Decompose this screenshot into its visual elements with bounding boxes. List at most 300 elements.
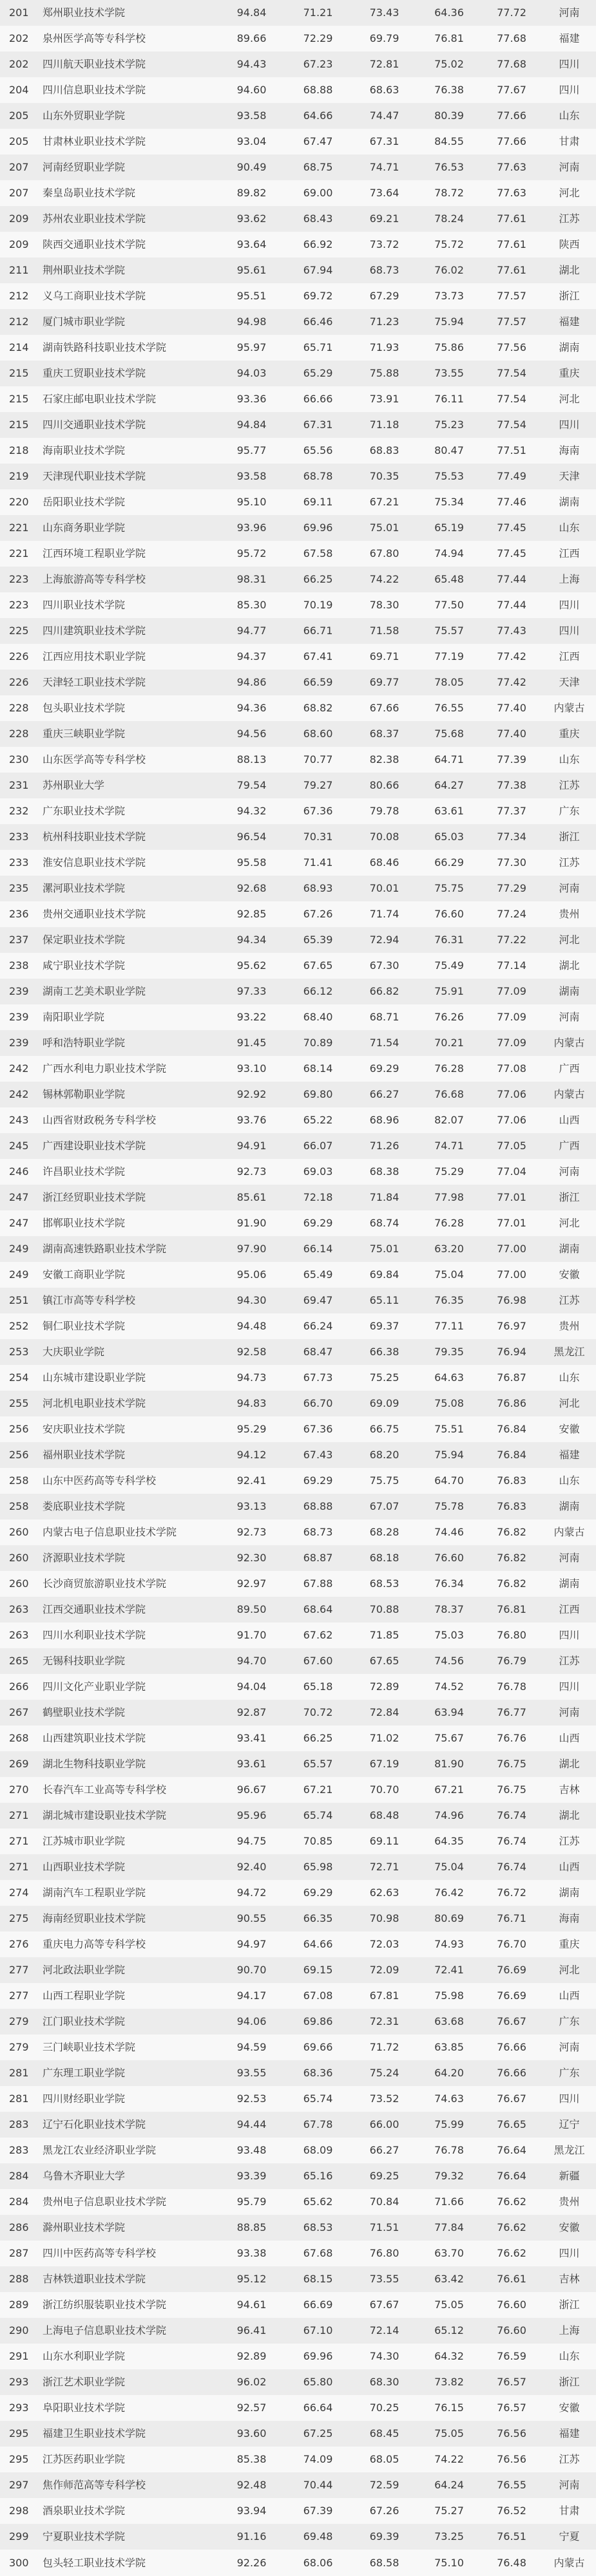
score-1-cell: 94.84 <box>218 412 285 438</box>
table-row <box>0 695 596 721</box>
total-score-cell: 76.80 <box>481 1622 543 1648</box>
score-3-cell: 68.05 <box>351 2447 418 2472</box>
table-row <box>0 1468 596 1494</box>
score-2-cell: 68.43 <box>285 206 351 232</box>
score-1-cell: 94.98 <box>218 309 285 335</box>
score-4-cell: 63.94 <box>418 1700 481 1725</box>
score-1-cell: 94.03 <box>218 361 285 386</box>
rank-cell: 283 <box>0 2138 39 2163</box>
total-score-cell: 77.04 <box>481 1159 543 1185</box>
table-row <box>0 309 596 335</box>
table-row <box>0 1932 596 1957</box>
score-3-cell: 72.03 <box>351 1932 418 1957</box>
total-score-cell: 76.79 <box>481 1648 543 1674</box>
score-3-cell: 71.84 <box>351 1185 418 1210</box>
school-name-cell: 江西环境工程职业学院 <box>39 541 218 567</box>
score-1-cell: 93.22 <box>218 1004 285 1030</box>
score-1-cell: 92.48 <box>218 2472 285 2498</box>
score-4-cell: 63.42 <box>418 2266 481 2292</box>
region-cell: 黑龙江 <box>543 2138 596 2163</box>
score-4-cell: 74.46 <box>418 1519 481 1545</box>
score-3-cell: 74.30 <box>351 2344 418 2369</box>
rank-cell: 237 <box>0 927 39 953</box>
score-2-cell: 68.14 <box>285 1056 351 1082</box>
region-cell: 湖北 <box>543 1751 596 1777</box>
score-4-cell: 64.32 <box>418 2344 481 2369</box>
region-cell: 福建 <box>543 26 596 52</box>
score-4-cell: 76.15 <box>418 2395 481 2421</box>
score-3-cell: 68.37 <box>351 721 418 747</box>
total-score-cell: 76.83 <box>481 1468 543 1494</box>
score-4-cell: 79.32 <box>418 2163 481 2189</box>
region-cell: 浙江 <box>543 2292 596 2318</box>
score-3-cell: 70.01 <box>351 876 418 901</box>
region-cell: 江西 <box>543 644 596 670</box>
school-name-cell: 广东职业技术学院 <box>39 798 218 824</box>
rank-cell: 297 <box>0 2472 39 2498</box>
rank-cell: 221 <box>0 541 39 567</box>
table-row <box>0 2189 596 2215</box>
school-name-cell: 铜仁职业技术学院 <box>39 1313 218 1339</box>
score-3-cell: 72.59 <box>351 2472 418 2498</box>
score-3-cell: 73.43 <box>351 0 418 26</box>
rank-cell: 236 <box>0 901 39 927</box>
score-1-cell: 89.82 <box>218 180 285 206</box>
score-4-cell: 78.72 <box>418 180 481 206</box>
score-2-cell: 69.96 <box>285 2344 351 2369</box>
region-cell: 湖南 <box>543 335 596 361</box>
region-cell: 江苏 <box>543 850 596 876</box>
score-3-cell: 62.63 <box>351 1880 418 1906</box>
rank-cell: 260 <box>0 1519 39 1545</box>
score-2-cell: 67.88 <box>285 1571 351 1597</box>
school-name-cell: 包头职业技术学院 <box>39 695 218 721</box>
rank-cell: 287 <box>0 2241 39 2266</box>
score-1-cell: 95.29 <box>218 1416 285 1442</box>
region-cell: 浙江 <box>543 1185 596 1210</box>
score-4-cell: 75.94 <box>418 1442 481 1468</box>
score-4-cell: 75.08 <box>418 1391 481 1416</box>
rank-cell: 228 <box>0 695 39 721</box>
region-cell: 湖南 <box>543 1236 596 1262</box>
rank-cell: 293 <box>0 2395 39 2421</box>
table-row <box>0 1288 596 1313</box>
region-cell: 四川 <box>543 1674 596 1700</box>
total-score-cell: 77.08 <box>481 1056 543 1082</box>
total-score-cell: 76.61 <box>481 2266 543 2292</box>
rank-cell: 232 <box>0 798 39 824</box>
rank-cell: 288 <box>0 2266 39 2292</box>
total-score-cell: 77.42 <box>481 644 543 670</box>
score-1-cell: 93.38 <box>218 2241 285 2266</box>
table-row <box>0 2369 596 2395</box>
rank-cell: 291 <box>0 2344 39 2369</box>
school-name-cell: 安庆职业技术学院 <box>39 1416 218 1442</box>
score-2-cell: 69.66 <box>285 2035 351 2060</box>
score-3-cell: 70.84 <box>351 2189 418 2215</box>
region-cell: 河南 <box>543 1700 596 1725</box>
total-score-cell: 77.61 <box>481 232 543 258</box>
score-3-cell: 66.27 <box>351 1082 418 1107</box>
school-name-cell: 杭州科技职业技术学院 <box>39 824 218 850</box>
rank-cell: 233 <box>0 850 39 876</box>
score-2-cell: 68.64 <box>285 1597 351 1622</box>
score-1-cell: 93.36 <box>218 386 285 412</box>
rank-cell: 271 <box>0 1854 39 1880</box>
rank-cell: 281 <box>0 2060 39 2086</box>
score-3-cell: 72.09 <box>351 1957 418 1983</box>
score-4-cell: 73.25 <box>418 2524 481 2550</box>
rank-cell: 231 <box>0 773 39 798</box>
score-2-cell: 65.74 <box>285 2086 351 2112</box>
score-2-cell: 66.71 <box>285 618 351 644</box>
score-4-cell: 76.28 <box>418 1210 481 1236</box>
score-3-cell: 76.80 <box>351 2241 418 2266</box>
rank-cell: 266 <box>0 1674 39 1700</box>
school-name-cell: 海南经贸职业技术学院 <box>39 1906 218 1932</box>
table-row <box>0 2241 596 2266</box>
table-row <box>0 77 596 103</box>
total-score-cell: 76.94 <box>481 1339 543 1365</box>
region-cell: 山东 <box>543 1468 596 1494</box>
rank-cell: 207 <box>0 180 39 206</box>
score-2-cell: 68.06 <box>285 2550 351 2576</box>
score-1-cell: 92.26 <box>218 2550 285 2576</box>
score-4-cell: 81.90 <box>418 1751 481 1777</box>
table-row <box>0 1030 596 1056</box>
total-score-cell: 76.60 <box>481 2292 543 2318</box>
score-1-cell: 89.66 <box>218 26 285 52</box>
school-name-cell: 山东城市建设职业学院 <box>39 1365 218 1391</box>
region-cell: 贵州 <box>543 1313 596 1339</box>
score-4-cell: 76.78 <box>418 2138 481 2163</box>
region-cell: 湖南 <box>543 489 596 515</box>
score-3-cell: 72.94 <box>351 927 418 953</box>
region-cell: 福建 <box>543 1442 596 1468</box>
total-score-cell: 77.39 <box>481 747 543 773</box>
table-row <box>0 644 596 670</box>
total-score-cell: 76.66 <box>481 2060 543 2086</box>
score-1-cell: 92.58 <box>218 1339 285 1365</box>
score-3-cell: 68.20 <box>351 1442 418 1468</box>
score-2-cell: 69.03 <box>285 1159 351 1185</box>
rank-cell: 226 <box>0 670 39 695</box>
school-name-cell: 江苏医药职业学院 <box>39 2447 218 2472</box>
score-3-cell: 69.84 <box>351 1262 418 1288</box>
score-3-cell: 67.65 <box>351 1648 418 1674</box>
total-score-cell: 76.64 <box>481 2138 543 2163</box>
score-1-cell: 95.72 <box>218 541 285 567</box>
score-4-cell: 74.56 <box>418 1648 481 1674</box>
score-1-cell: 94.84 <box>218 0 285 26</box>
score-3-cell: 68.53 <box>351 1571 418 1597</box>
total-score-cell: 76.57 <box>481 2369 543 2395</box>
rank-cell: 284 <box>0 2189 39 2215</box>
score-3-cell: 74.71 <box>351 155 418 180</box>
score-1-cell: 92.85 <box>218 901 285 927</box>
total-score-cell: 77.56 <box>481 335 543 361</box>
score-2-cell: 70.44 <box>285 2472 351 2498</box>
total-score-cell: 77.44 <box>481 567 543 592</box>
region-cell: 山东 <box>543 747 596 773</box>
score-1-cell: 94.61 <box>218 2292 285 2318</box>
school-name-cell: 安徽工商职业学院 <box>39 1262 218 1288</box>
score-4-cell: 64.20 <box>418 2060 481 2086</box>
score-2-cell: 68.88 <box>285 77 351 103</box>
total-score-cell: 77.72 <box>481 0 543 26</box>
score-1-cell: 91.16 <box>218 2524 285 2550</box>
score-2-cell: 67.43 <box>285 1442 351 1468</box>
total-score-cell: 76.56 <box>481 2421 543 2447</box>
table-row <box>0 1957 596 1983</box>
region-cell: 上海 <box>543 2318 596 2344</box>
score-2-cell: 68.36 <box>285 2060 351 2086</box>
score-2-cell: 68.93 <box>285 876 351 901</box>
score-2-cell: 67.62 <box>285 1622 351 1648</box>
score-4-cell: 70.21 <box>418 1030 481 1056</box>
score-2-cell: 71.41 <box>285 850 351 876</box>
school-name-cell: 四川水利职业技术学院 <box>39 1622 218 1648</box>
table-row <box>0 1391 596 1416</box>
rank-cell: 277 <box>0 1983 39 2009</box>
region-cell: 四川 <box>543 1622 596 1648</box>
total-score-cell: 76.84 <box>481 1442 543 1468</box>
region-cell: 四川 <box>543 592 596 618</box>
total-score-cell: 77.45 <box>481 515 543 541</box>
score-3-cell: 69.39 <box>351 2524 418 2550</box>
region-cell: 浙江 <box>543 2369 596 2395</box>
rank-cell: 279 <box>0 2009 39 2035</box>
score-2-cell: 67.60 <box>285 1648 351 1674</box>
score-4-cell: 76.81 <box>418 26 481 52</box>
score-3-cell: 75.25 <box>351 1365 418 1391</box>
score-1-cell: 94.56 <box>218 721 285 747</box>
rank-cell: 252 <box>0 1313 39 1339</box>
region-cell: 山东 <box>543 2344 596 2369</box>
school-name-cell: 浙江经贸职业技术学院 <box>39 1185 218 1210</box>
total-score-cell: 77.40 <box>481 695 543 721</box>
rank-cell: 295 <box>0 2447 39 2472</box>
rank-cell: 212 <box>0 309 39 335</box>
score-2-cell: 66.25 <box>285 1725 351 1751</box>
table-row <box>0 515 596 541</box>
rank-cell: 286 <box>0 2215 39 2241</box>
score-3-cell: 69.71 <box>351 644 418 670</box>
score-3-cell: 69.11 <box>351 1829 418 1854</box>
score-1-cell: 96.54 <box>218 824 285 850</box>
school-name-cell: 义乌工商职业技术学院 <box>39 283 218 309</box>
score-1-cell: 92.41 <box>218 1468 285 1494</box>
school-name-cell: 山东医学高等专科学校 <box>39 747 218 773</box>
score-2-cell: 70.89 <box>285 1030 351 1056</box>
total-score-cell: 76.74 <box>481 1829 543 1854</box>
score-2-cell: 67.78 <box>285 2112 351 2138</box>
score-1-cell: 94.06 <box>218 2009 285 2035</box>
score-3-cell: 68.28 <box>351 1519 418 1545</box>
total-score-cell: 76.52 <box>481 2498 543 2524</box>
school-name-cell: 咸宁职业技术学院 <box>39 953 218 979</box>
school-name-cell: 包头轻工职业技术学院 <box>39 2550 218 2576</box>
score-4-cell: 76.28 <box>418 1056 481 1082</box>
school-name-cell: 三门峡职业技术学院 <box>39 2035 218 2060</box>
score-3-cell: 73.91 <box>351 386 418 412</box>
region-cell: 浙江 <box>543 824 596 850</box>
rank-cell: 258 <box>0 1468 39 1494</box>
school-name-cell: 漯河职业技术学院 <box>39 876 218 901</box>
table-row <box>0 1004 596 1030</box>
score-2-cell: 65.29 <box>285 361 351 386</box>
score-4-cell: 75.04 <box>418 1262 481 1288</box>
total-score-cell: 76.70 <box>481 1932 543 1957</box>
rank-cell: 209 <box>0 206 39 232</box>
score-1-cell: 94.48 <box>218 1313 285 1339</box>
score-4-cell: 76.34 <box>418 1571 481 1597</box>
score-4-cell: 64.63 <box>418 1365 481 1391</box>
score-2-cell: 67.41 <box>285 644 351 670</box>
table-row <box>0 283 596 309</box>
score-2-cell: 67.10 <box>285 2318 351 2344</box>
region-cell: 四川 <box>543 77 596 103</box>
rank-cell: 202 <box>0 52 39 77</box>
score-3-cell: 67.21 <box>351 489 418 515</box>
score-3-cell: 75.01 <box>351 1236 418 1262</box>
rank-cell: 293 <box>0 2369 39 2395</box>
score-3-cell: 68.74 <box>351 1210 418 1236</box>
score-4-cell: 74.52 <box>418 1674 481 1700</box>
rank-cell: 263 <box>0 1597 39 1622</box>
rank-cell: 247 <box>0 1210 39 1236</box>
rank-cell: 258 <box>0 1494 39 1519</box>
rank-cell: 276 <box>0 1932 39 1957</box>
school-name-cell: 镇江市高等专科学校 <box>39 1288 218 1313</box>
school-name-cell: 河南经贸职业学院 <box>39 155 218 180</box>
rank-cell: 275 <box>0 1906 39 1932</box>
rank-cell: 235 <box>0 876 39 901</box>
total-score-cell: 76.67 <box>481 2086 543 2112</box>
rank-cell: 223 <box>0 567 39 592</box>
score-4-cell: 82.07 <box>418 1107 481 1133</box>
school-name-cell: 山西建筑职业技术学院 <box>39 1725 218 1751</box>
score-2-cell: 68.87 <box>285 1545 351 1571</box>
school-name-cell: 内蒙古电子信息职业技术学院 <box>39 1519 218 1545</box>
region-cell: 四川 <box>543 52 596 77</box>
score-2-cell: 66.92 <box>285 232 351 258</box>
score-3-cell: 82.38 <box>351 747 418 773</box>
score-4-cell: 79.35 <box>418 1339 481 1365</box>
table-row <box>0 1648 596 1674</box>
total-score-cell: 76.78 <box>481 1674 543 1700</box>
table-row <box>0 721 596 747</box>
score-1-cell: 93.64 <box>218 232 285 258</box>
score-4-cell: 77.11 <box>418 1313 481 1339</box>
total-score-cell: 76.72 <box>481 1880 543 1906</box>
school-name-cell: 石家庄邮电职业技术学院 <box>39 386 218 412</box>
table-row <box>0 2292 596 2318</box>
total-score-cell: 76.48 <box>481 2550 543 2576</box>
score-4-cell: 75.98 <box>418 1983 481 2009</box>
total-score-cell: 77.14 <box>481 953 543 979</box>
region-cell: 甘肃 <box>543 129 596 155</box>
rank-cell: 211 <box>0 258 39 283</box>
table-row <box>0 2215 596 2241</box>
rank-cell: 226 <box>0 644 39 670</box>
school-name-cell: 河北机电职业技术学院 <box>39 1391 218 1416</box>
score-4-cell: 64.24 <box>418 2472 481 2498</box>
score-3-cell: 68.63 <box>351 77 418 103</box>
score-2-cell: 65.56 <box>285 438 351 464</box>
score-3-cell: 72.71 <box>351 1854 418 1880</box>
score-1-cell: 93.58 <box>218 464 285 489</box>
score-2-cell: 67.31 <box>285 412 351 438</box>
region-cell: 河南 <box>543 1159 596 1185</box>
region-cell: 江苏 <box>543 773 596 798</box>
total-score-cell: 77.00 <box>481 1236 543 1262</box>
region-cell: 安徽 <box>543 2395 596 2421</box>
score-1-cell: 92.92 <box>218 1082 285 1107</box>
rank-cell: 245 <box>0 1133 39 1159</box>
region-cell: 湖南 <box>543 1571 596 1597</box>
score-2-cell: 65.98 <box>285 1854 351 1880</box>
score-2-cell: 68.75 <box>285 155 351 180</box>
table-row <box>0 1519 596 1545</box>
rank-cell: 298 <box>0 2498 39 2524</box>
region-cell: 天津 <box>543 464 596 489</box>
table-row <box>0 335 596 361</box>
total-score-cell: 77.40 <box>481 721 543 747</box>
score-4-cell: 65.03 <box>418 824 481 850</box>
score-4-cell: 75.05 <box>418 2292 481 2318</box>
table-row <box>0 2524 596 2550</box>
region-cell: 湖北 <box>543 953 596 979</box>
score-3-cell: 69.37 <box>351 1313 418 1339</box>
score-1-cell: 93.60 <box>218 2421 285 2447</box>
school-name-cell: 江西应用技术职业学院 <box>39 644 218 670</box>
total-score-cell: 76.74 <box>481 1803 543 1829</box>
total-score-cell: 76.75 <box>481 1777 543 1803</box>
region-cell: 河南 <box>543 2472 596 2498</box>
score-2-cell: 69.00 <box>285 180 351 206</box>
table-row <box>0 1416 596 1442</box>
region-cell: 河北 <box>543 1210 596 1236</box>
score-1-cell: 93.10 <box>218 1056 285 1082</box>
score-2-cell: 65.16 <box>285 2163 351 2189</box>
score-1-cell: 91.70 <box>218 1622 285 1648</box>
score-1-cell: 94.36 <box>218 695 285 721</box>
region-cell: 江西 <box>543 1597 596 1622</box>
region-cell: 山西 <box>543 1854 596 1880</box>
school-name-cell: 四川交通职业技术学院 <box>39 412 218 438</box>
score-4-cell: 77.98 <box>418 1185 481 1210</box>
score-3-cell: 74.47 <box>351 103 418 129</box>
region-cell: 河南 <box>543 1545 596 1571</box>
table-row <box>0 489 596 515</box>
school-name-cell: 四川中医药高等专科学校 <box>39 2241 218 2266</box>
score-1-cell: 93.41 <box>218 1725 285 1751</box>
region-cell: 吉林 <box>543 2266 596 2292</box>
table-row <box>0 129 596 155</box>
total-score-cell: 76.74 <box>481 1854 543 1880</box>
score-1-cell: 92.73 <box>218 1159 285 1185</box>
rank-cell: 300 <box>0 2550 39 2576</box>
score-1-cell: 92.73 <box>218 1519 285 1545</box>
table-row <box>0 438 596 464</box>
table-row <box>0 1185 596 1210</box>
school-name-cell: 山西工程职业学院 <box>39 1983 218 2009</box>
total-score-cell: 76.82 <box>481 1519 543 1545</box>
region-cell: 河北 <box>543 927 596 953</box>
total-score-cell: 76.71 <box>481 1906 543 1932</box>
school-name-cell: 乌鲁木齐职业大学 <box>39 2163 218 2189</box>
